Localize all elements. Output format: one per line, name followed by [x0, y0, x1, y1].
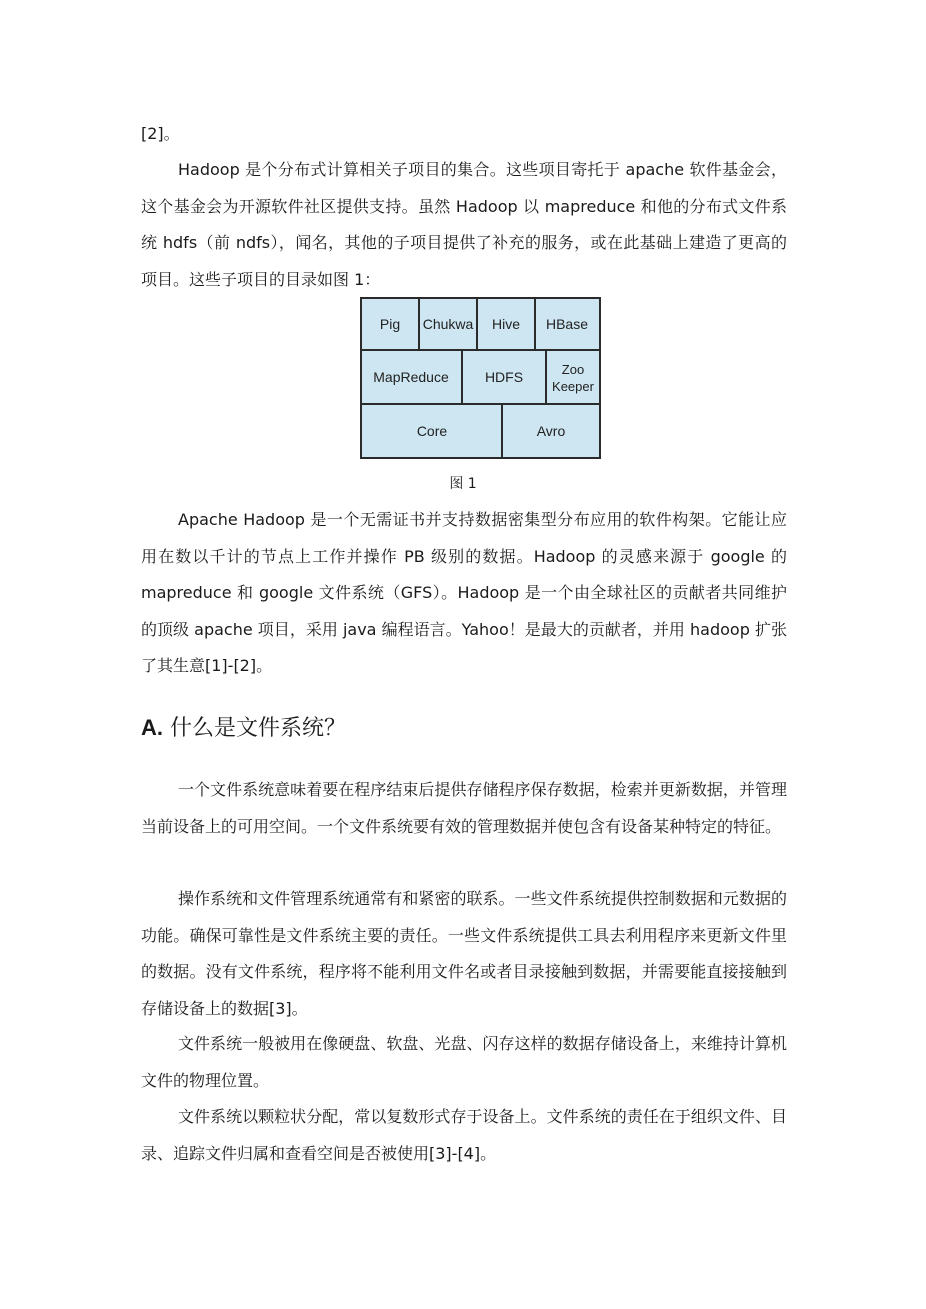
- cell-hdfs: HDFS: [484, 369, 524, 385]
- cell-hbase: HBase: [545, 316, 589, 332]
- cell-zookeeper-line1: Zoo: [561, 362, 585, 377]
- cell-mapreduce: MapReduce: [373, 369, 449, 385]
- paragraph-os-filesystem: 操作系统和文件管理系统通常有和紧密的联系。一些文件系统提供控制数据和元数据的功能。确保可靠性是文件系统主要的责任。一些文件系统提供工具去利用程序来更新文件里的数据。没有文件系统，程序将不能利用文件名或者目录接触到数据，并需要能直接接触到存储设备上的数据[3]。: [141, 889, 787, 1018]
- paragraph-apache-hadoop: Apache Hadoop 是一个无需证书并支持数据密集型分布应用的软件构架。它能让应用在数以千计的节点上工作并操作 PB 级别的数据。Hadoop 的灵感来源于 google 的 mapreduce 和 google 文件系统（GFS）。Hadoop 是一个由全球社区的贡献者共同维护的顶级 apache 项目，采用 java 编程语言。Yahoo！是最大的贡献者，并用 hadoop 扩张了其生意[1]-[2]。: [141, 510, 787, 675]
- paragraph-storage-devices: 文件系统一般被用在像硬盘、软盘、光盘、闪存这样的数据存储设备上，来维持计算机文件的物理位置。: [141, 1034, 787, 1090]
- paragraph-hadoop-intro: Hadoop 是个分布式计算相关子项目的集合。这些项目寄托于 apache 软件基金会，这个基金会为开源软件社区提供支持。虽然 Hadoop 以 mapreduce 和他的分布式文件系统 hdfs（前 ndfs），闻名，其他的子项目提供了补充的服务，或在此基础上建造了更高的项目。这些子项目的目录如图 1：: [141, 160, 787, 289]
- paragraph-citation-tail: [2]。: [141, 124, 180, 143]
- figure-caption: 图 1: [449, 476, 477, 492]
- hadoop-subprojects-figure: [360, 297, 601, 459]
- section-title: 什么是文件系统？: [170, 716, 347, 741]
- cell-pig: Pig: [379, 316, 401, 332]
- section-heading: [141, 708, 346, 749]
- cell-avro: Avro: [536, 423, 566, 439]
- cell-chukwa: Chukwa: [422, 316, 474, 332]
- cell-core: Core: [416, 423, 448, 439]
- cell-hive: Hive: [491, 316, 521, 332]
- section-number: A.: [141, 715, 163, 740]
- paragraph-filesystem-definition: 一个文件系统意味着要在程序结束后提供存储程序保存数据，检索并更新数据，并管理当前设备上的可用空间。一个文件系统要有效的管理数据并使包含有设备某种特定的特征。: [141, 780, 787, 836]
- paragraph-filesystem-responsibility: 文件系统以颗粒状分配，常以复数形式存于设备上。文件系统的责任在于组织文件、目录、追踪文件归属和查看空间是否被使用[3]-[4]。: [141, 1107, 787, 1163]
- cell-zookeeper-line2: Keeper: [552, 379, 594, 394]
- hadoop-stack-diagram: [360, 297, 601, 459]
